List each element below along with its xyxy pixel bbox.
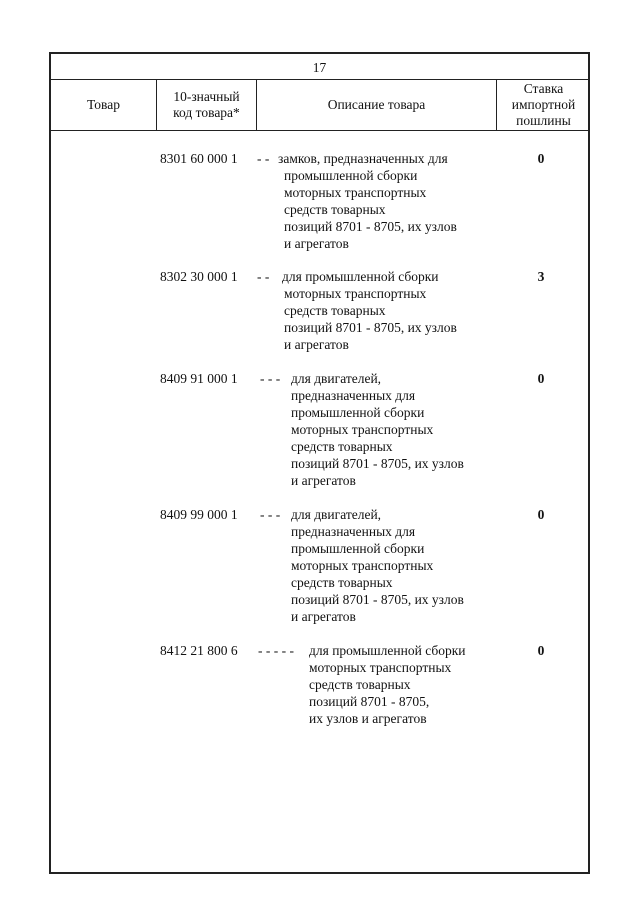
header-rate: [496, 80, 590, 130]
goods-description: [282, 268, 457, 353]
description-line: и агрегатов: [291, 473, 356, 488]
header-code-line1: 10-значный: [173, 89, 240, 104]
indent-dashes: - - -: [260, 507, 281, 522]
import-duty-rate: 3: [537, 269, 545, 284]
description-line: средств товарных: [284, 202, 386, 217]
description-line: позиций 8701 - 8705, их узлов: [284, 219, 457, 234]
header-rate-line1: Ставка: [523, 81, 564, 96]
description-line: моторных транспортных: [291, 422, 434, 437]
description-line: позиций 8701 - 8705, их узлов: [284, 320, 457, 335]
goods-description: [291, 370, 464, 489]
header-code-line2: код товара*: [173, 105, 240, 120]
description-line: предназначенных для: [291, 524, 416, 539]
indent-dashes: - -: [257, 269, 270, 284]
indent-dashes: - -: [257, 151, 270, 166]
description-line: промышленной сборки: [284, 168, 418, 183]
description-line: средств товарных: [284, 303, 386, 318]
header-description-label: Описание товара: [327, 97, 426, 112]
header-code: [156, 80, 256, 130]
description-line: средств товарных: [291, 439, 393, 454]
description-line: их узлов и агрегатов: [309, 711, 427, 726]
description-line: предназначенных для: [291, 388, 416, 403]
table-header: [51, 79, 588, 131]
description-line: для промышленной сборки: [282, 269, 439, 284]
goods-code: 8409 91 000 1: [160, 371, 238, 386]
goods-description: [309, 642, 466, 727]
goods-code: 8412 21 800 6: [160, 643, 238, 658]
header-rate-line2: импортной: [511, 97, 576, 112]
description-line: позиций 8701 - 8705,: [309, 694, 430, 709]
goods-description: [278, 150, 457, 252]
description-line: средств товарных: [291, 575, 393, 590]
description-line: позиций 8701 - 8705, их узлов: [291, 456, 464, 471]
goods-code: 8302 30 000 1: [160, 269, 238, 284]
header-description: [256, 80, 496, 130]
description-line: промышленной сборки: [291, 541, 425, 556]
import-duty-rate: 0: [537, 371, 545, 386]
header-goods-label: Товар: [87, 97, 120, 112]
indent-dashes: - - -: [260, 371, 281, 386]
import-duty-rate: 0: [537, 643, 545, 658]
goods-code: 8301 60 000 1: [160, 151, 238, 166]
description-line: промышленной сборки: [291, 405, 425, 420]
description-line: замков, предназначенных для: [278, 151, 448, 166]
description-line: и агрегатов: [291, 609, 356, 624]
description-line: средств товарных: [309, 677, 411, 692]
description-line: позиций 8701 - 8705, их узлов: [291, 592, 464, 607]
import-duty-rate: 0: [537, 507, 545, 522]
description-line: моторных транспортных: [284, 185, 427, 200]
description-line: моторных транспортных: [291, 558, 434, 573]
header-goods: [51, 80, 156, 130]
page-number: 17: [312, 60, 327, 75]
import-duty-rate: 0: [537, 151, 545, 166]
description-line: для двигателей,: [291, 371, 382, 386]
goods-code: 8409 99 000 1: [160, 507, 238, 522]
description-line: моторных транспортных: [284, 286, 427, 301]
description-line: для двигателей,: [291, 507, 382, 522]
goods-description: [291, 506, 464, 625]
header-rate-line3: пошлины: [516, 113, 571, 128]
description-line: и агрегатов: [284, 236, 349, 251]
description-line: моторных транспортных: [309, 660, 452, 675]
indent-dashes: - - - - -: [258, 643, 294, 658]
page-frame: [49, 52, 590, 874]
description-line: для промышленной сборки: [309, 643, 466, 658]
description-line: и агрегатов: [284, 337, 349, 352]
